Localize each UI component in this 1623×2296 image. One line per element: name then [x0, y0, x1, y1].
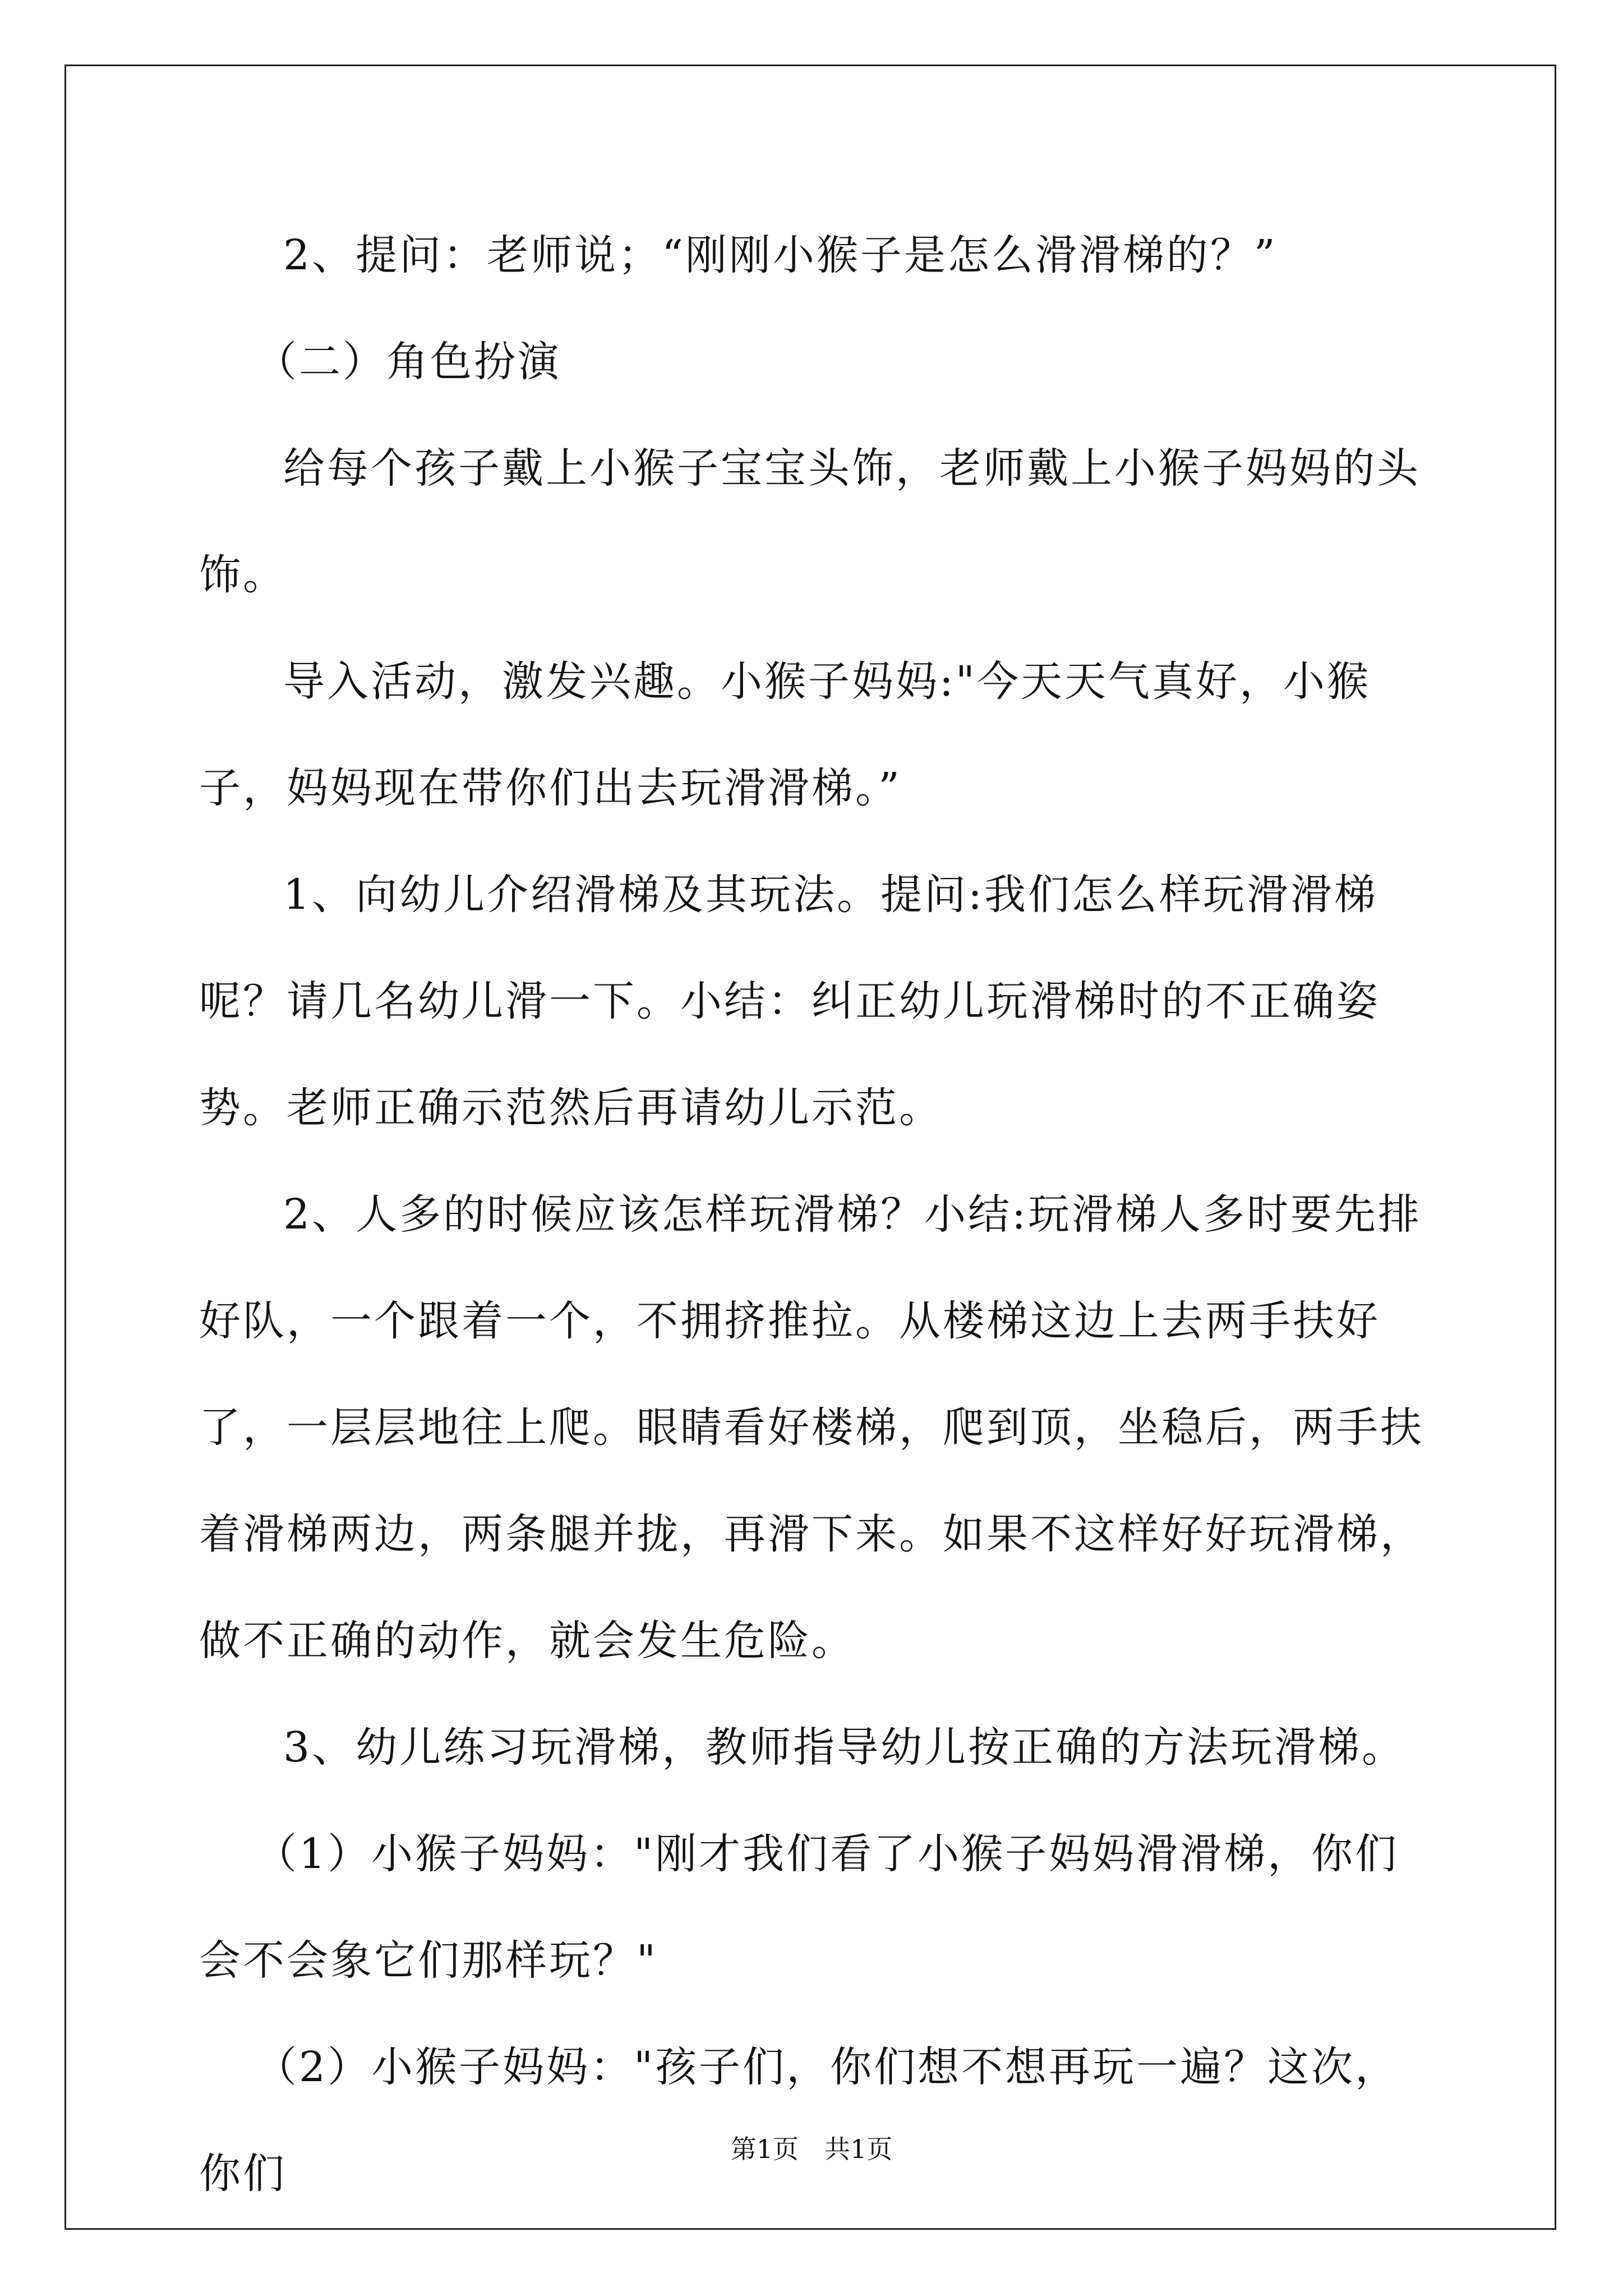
paragraph-step-1: 1、向幼儿介绍滑梯及其玩法。提问:我们怎么样玩滑滑梯呢？请几名幼儿滑一下。小结：纠正幼儿玩滑梯时的不正确姿势。老师正确示范然后再请幼儿示范。	[199, 871, 1380, 1132]
paragraph-sub-1: （1）小猴子妈妈："刚才我们看了小猴子妈妈滑滑梯，你们会不会象它们那样玩？"	[199, 1830, 1399, 1985]
paragraph-headwear: 给每个孩子戴上小猴子宝宝头饰，老师戴上小猴子妈妈的头饰。	[199, 444, 1421, 599]
paragraph-step-3: 3、幼儿练习玩滑梯，教师指导幼儿按正确的方法玩滑梯。	[283, 1723, 1406, 1772]
section-heading-role-play: （二）角色扮演	[255, 338, 561, 386]
paragraph-sub-2: （2）小猴子妈妈："孩子们，你们想不想再玩一遍？这次，你们	[199, 2043, 1399, 2198]
paragraph-step-2: 2、人多的时候应该怎样玩滑梯？小结:玩滑梯人多时要先排好队，一个跟着一个，不拥挤推拉。从楼梯这边上去两手扶好了，一层层地往上爬。眼睛看好楼梯，爬到顶，坐稳后，两手扶着滑梯两边，两条腿并拢，再滑下来。如果不这样好好玩滑梯，做不正确的动作，就会发生危险。	[199, 1190, 1424, 1665]
page-footer: 第1页 共1页	[730, 2134, 893, 2164]
paragraph-intro-activity: 导入活动，激发兴趣。小猴子妈妈:"今天天气真好，小猴子，妈妈现在带你们出去玩滑滑梯。”	[199, 657, 1371, 812]
document-body	[199, 202, 1436, 2227]
paragraph-question-1: 2、提问：老师说；“刚刚小猴子是怎么滑滑梯的？”	[283, 231, 1278, 279]
